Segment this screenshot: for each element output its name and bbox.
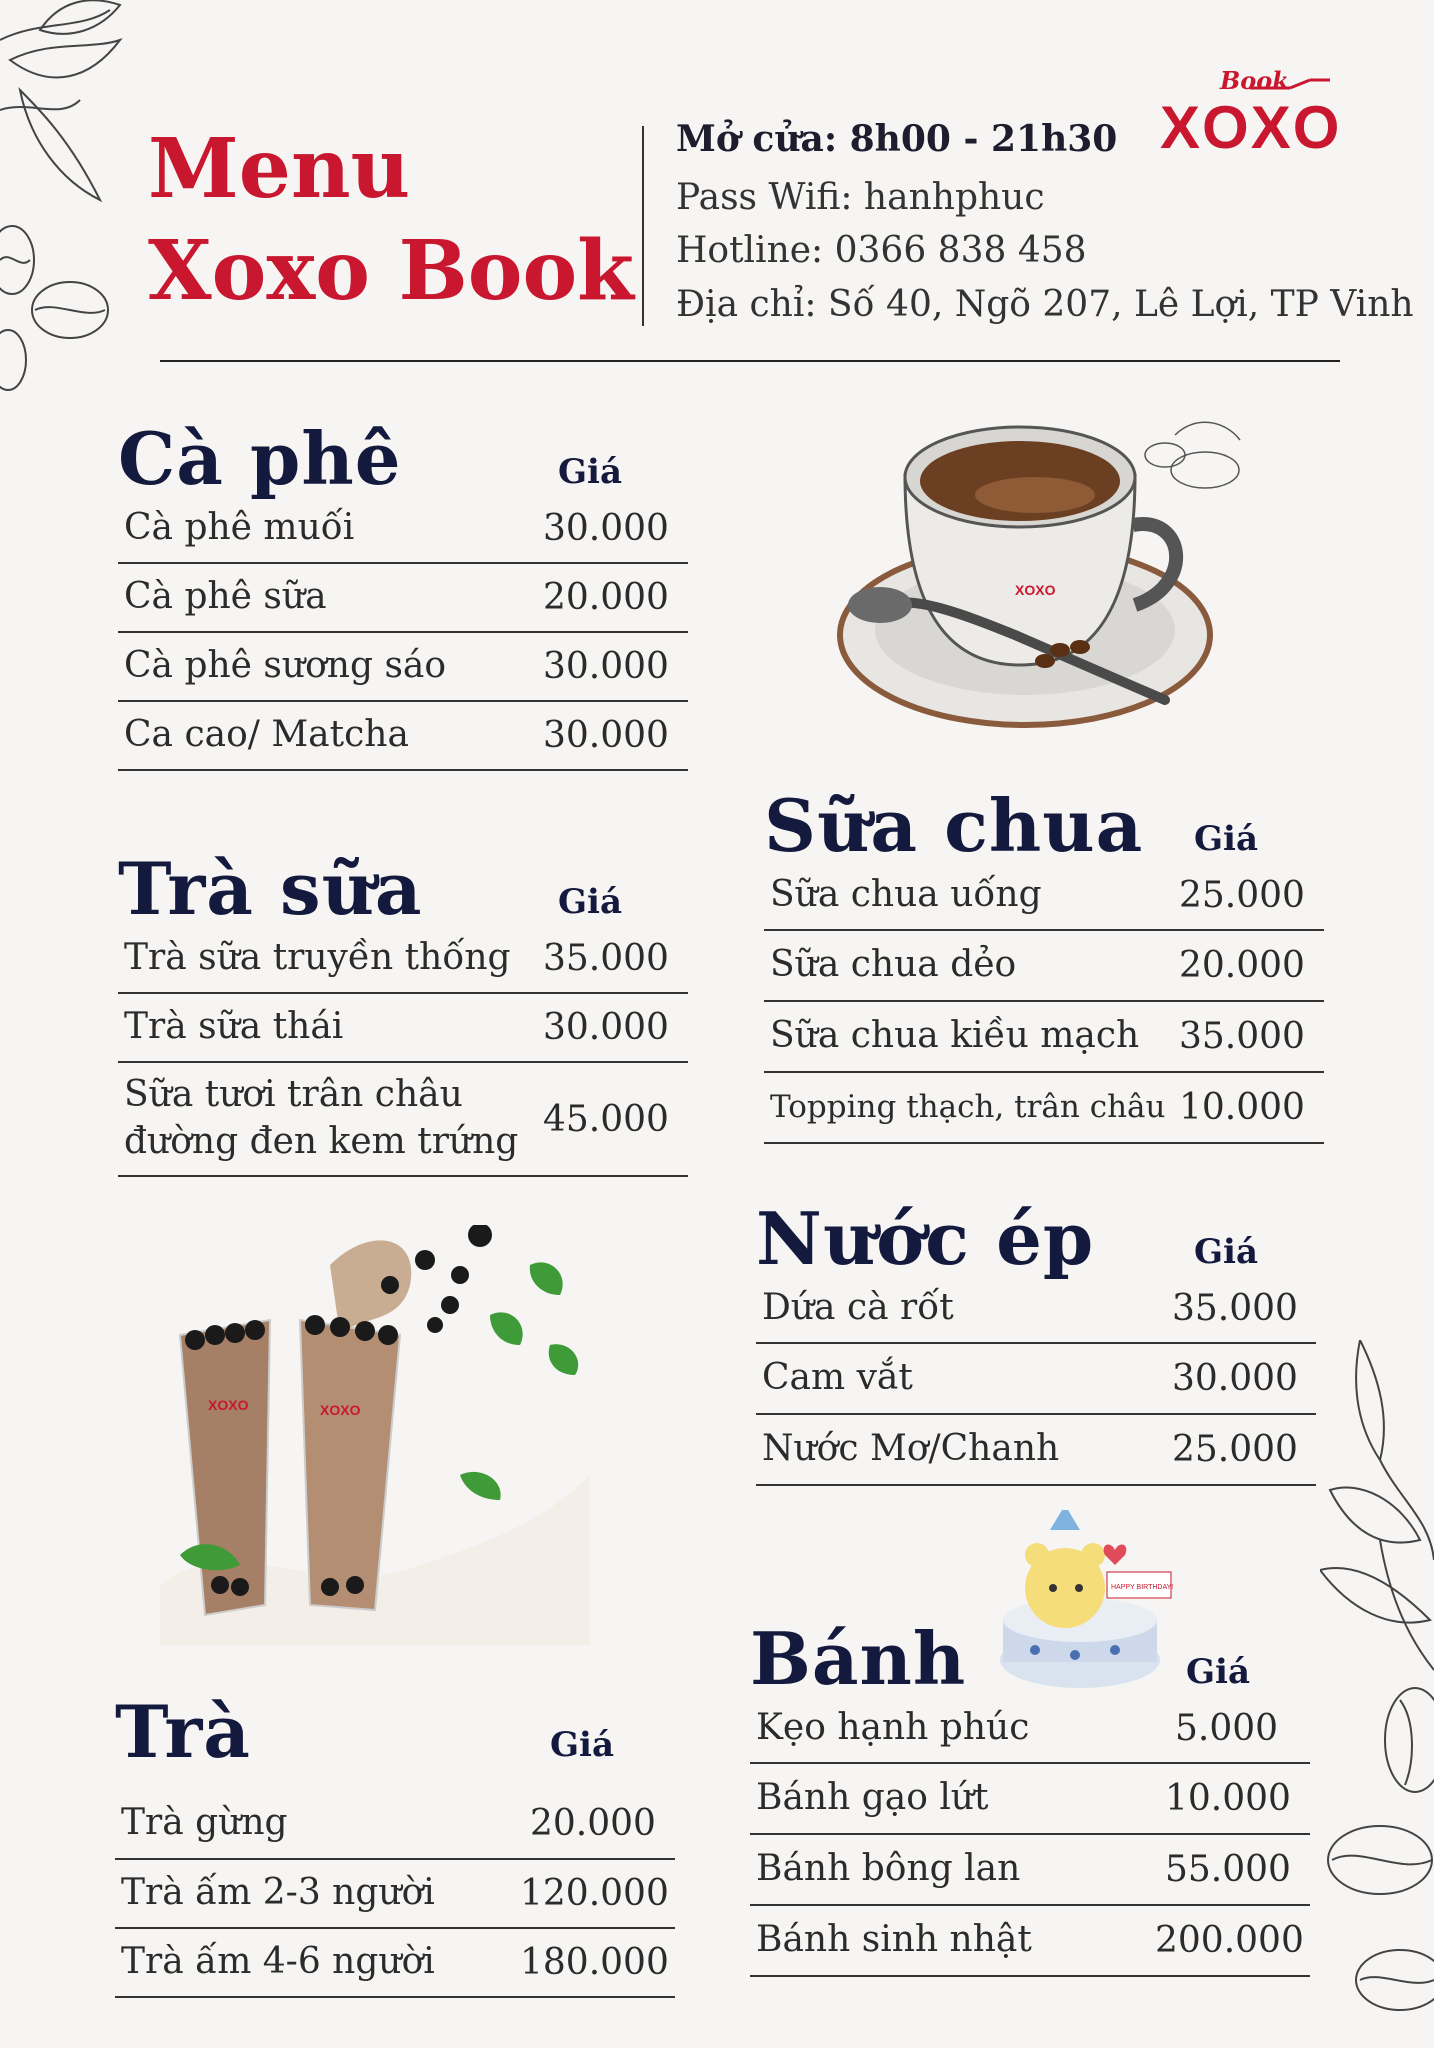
menu-row (750, 1835, 1310, 1906)
item-name: Nước Mơ/Chanh (762, 1428, 1060, 1470)
logo-book-text: Book (1220, 66, 1289, 95)
item-name (118, 1072, 518, 1166)
item-name: Kẹo hạnh phúc (756, 1707, 1030, 1749)
item-name: Trà ấm 2-3 người (121, 1872, 435, 1914)
address: Địa chỉ: Số 40, Ngõ 207, Lê Lợi, TP Vinh (676, 284, 1414, 325)
price-header: Giá (550, 1725, 614, 1765)
item-name: Bánh sinh nhật (756, 1919, 1032, 1961)
menu-row (750, 1695, 1310, 1764)
item-price: 30.000 (543, 1007, 669, 1048)
item-name-line1: Sữa tươi trân châu (124, 1074, 463, 1116)
cup-brand-text: XOXO (1015, 582, 1056, 598)
page-title: Menu (148, 121, 411, 217)
item-name: Ca cao/ Matcha (124, 714, 409, 756)
item-price: 200.000 (1155, 1920, 1304, 1961)
menu-row (118, 702, 688, 771)
page-subtitle: Xoxo Book (148, 223, 634, 319)
item-name: Trà gừng (121, 1801, 288, 1843)
menu-row (118, 564, 688, 633)
item-name-line2: đường đen kem trứng (124, 1121, 519, 1162)
section-title: Sữa chua (764, 783, 1144, 868)
item-name: Trà ấm 4-6 người (121, 1941, 435, 1983)
item-price: 180.000 (520, 1942, 669, 1983)
cake-sign-text: HAPPY BIRTHDAY! (1111, 1584, 1174, 1591)
menu-row (764, 1002, 1324, 1073)
coffee-cup-illustration (835, 415, 1255, 745)
item-name: Sữa chua uống (770, 874, 1042, 916)
menu-row (750, 1764, 1310, 1835)
item-name: Topping thạch, trân châu (770, 1089, 1166, 1126)
vertical-divider (642, 126, 644, 326)
item-price: 20.000 (530, 1802, 656, 1844)
menu-row (118, 1063, 688, 1177)
item-price: 35.000 (1172, 1288, 1298, 1329)
item-price: 20.000 (543, 577, 669, 618)
menu-row (115, 1788, 675, 1860)
menu-row (764, 1073, 1324, 1144)
price-header: Giá (558, 452, 622, 492)
item-name: Cà phê sương sáo (124, 645, 447, 687)
section-title: Trà sữa (118, 846, 423, 931)
logo-main-text: XOXO (1160, 94, 1342, 161)
cup-brand-text: XOXO (320, 1402, 361, 1418)
menu-row (115, 1929, 675, 1998)
brand-logo (1160, 66, 1350, 166)
wifi-info: Pass Wifi: hanhphuc (676, 177, 1045, 218)
item-price: 30.000 (543, 508, 669, 549)
item-price: 45.000 (543, 1098, 669, 1140)
menu-row (756, 1415, 1316, 1486)
section-title: Nước ép (756, 1196, 1095, 1281)
leaf-sketch-icon (0, 0, 140, 400)
menu-row (118, 633, 688, 702)
item-price: 35.000 (543, 938, 669, 979)
item-price: 25.000 (1172, 1429, 1298, 1470)
price-header: Giá (1186, 1652, 1250, 1692)
menu-row (118, 994, 688, 1063)
item-name: Trà sữa truyền thống (124, 937, 511, 979)
item-name: Sữa chua kiều mạch (770, 1015, 1140, 1057)
item-name: Sữa chua dẻo (770, 944, 1017, 986)
item-name: Dứa cà rốt (762, 1287, 954, 1329)
price-header: Giá (1194, 819, 1258, 859)
item-price: 5.000 (1175, 1708, 1279, 1749)
item-price: 20.000 (1179, 945, 1305, 986)
item-price: 120.000 (520, 1873, 669, 1914)
opening-hours: Mở cửa: 8h00 - 21h30 (676, 118, 1118, 160)
item-price: 55.000 (1165, 1849, 1291, 1890)
price-header: Giá (1194, 1232, 1258, 1272)
section-title: Trà (115, 1689, 251, 1774)
menu-row (764, 931, 1324, 1002)
section-suachua (764, 772, 1324, 1144)
menu-row (756, 1275, 1316, 1344)
menu-row (115, 1860, 675, 1929)
item-name: Bánh bông lan (756, 1848, 1021, 1890)
section-caphe (118, 405, 688, 771)
menu-row (118, 495, 688, 564)
section-trasua (118, 835, 688, 1177)
item-name: Cà phê muối (124, 507, 355, 549)
section-title: Cà phê (118, 416, 402, 501)
item-price: 10.000 (1179, 1087, 1305, 1128)
item-price: 30.000 (543, 646, 669, 687)
item-name: Trà sữa thái (124, 1006, 344, 1048)
menu-row (764, 862, 1324, 931)
item-name: Bánh gạo lứt (756, 1777, 989, 1819)
hotline: Hotline: 0366 838 458 (676, 230, 1087, 271)
menu-row (118, 925, 688, 994)
item-price: 30.000 (543, 715, 669, 756)
birthday-cake-illustration (995, 1510, 1180, 1700)
bubble-tea-illustration (160, 1225, 590, 1645)
section-title: Bánh (750, 1616, 967, 1701)
item-price: 25.000 (1179, 875, 1305, 916)
menu-row (750, 1906, 1310, 1977)
menu-row (756, 1344, 1316, 1415)
section-nuocep (756, 1185, 1316, 1486)
item-name: Cà phê sữa (124, 576, 327, 618)
item-price: 10.000 (1165, 1778, 1291, 1819)
item-price: 35.000 (1179, 1016, 1305, 1057)
item-name: Cam vắt (762, 1357, 913, 1399)
price-header: Giá (558, 882, 622, 922)
header-divider (160, 360, 1340, 362)
leaf-sketch-icon (1320, 1340, 1434, 2040)
item-price: 30.000 (1172, 1358, 1298, 1399)
section-tra (115, 1678, 675, 1998)
cup-brand-text: XOXO (208, 1397, 249, 1413)
